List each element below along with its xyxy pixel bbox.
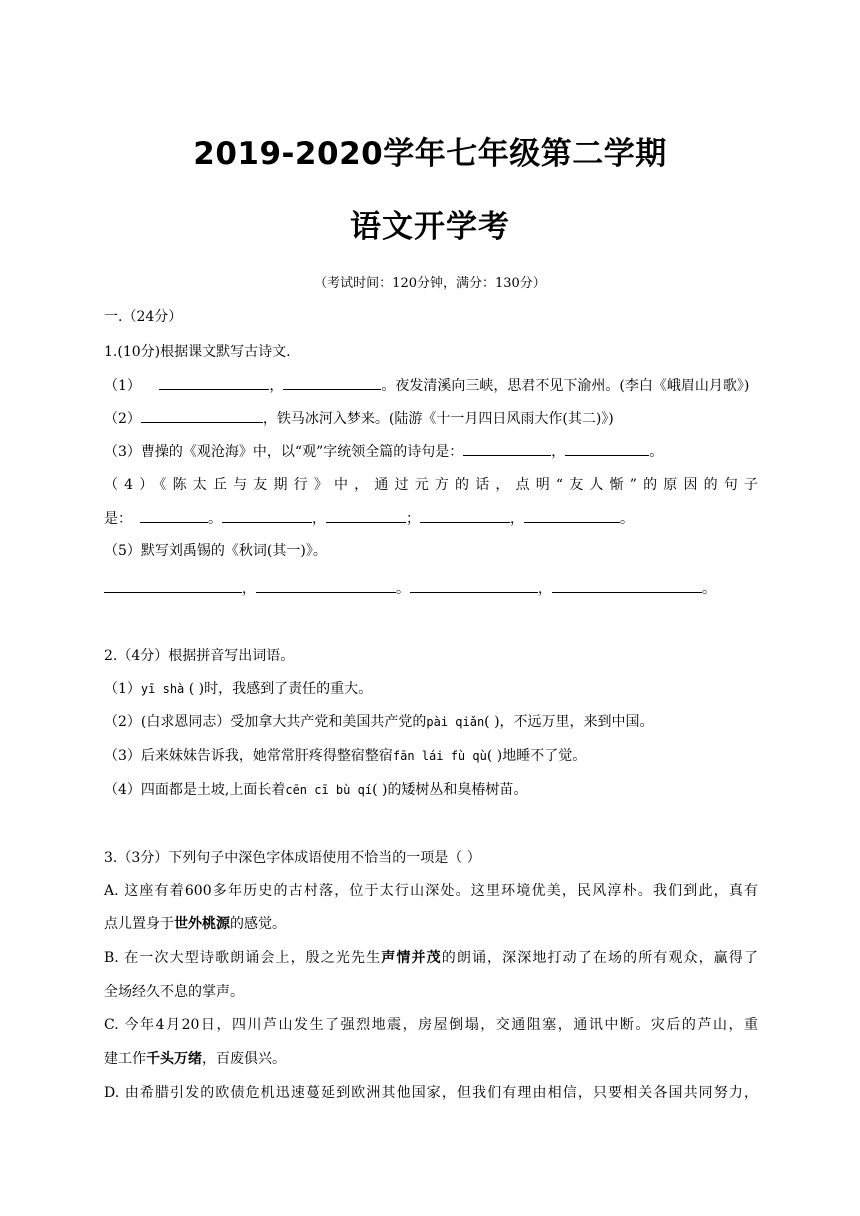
pinyin: fān lái fù qù xyxy=(392,749,487,763)
q2-item3 xyxy=(104,746,586,766)
q1-part5: （5）默写刘禹锡的《秋词(其一)》。 xyxy=(104,543,327,559)
blank[interactable] xyxy=(141,408,263,423)
blank[interactable] xyxy=(326,508,406,523)
q2-item2 xyxy=(104,712,654,732)
q1-part1 xyxy=(104,375,749,396)
answer-parens[interactable]: ( ) xyxy=(188,681,205,697)
idiom-bold: 声情并茂 xyxy=(381,950,442,966)
blank[interactable] xyxy=(463,441,551,456)
q3-option-c-line2 xyxy=(104,1049,286,1069)
q1-part1-comma: ， xyxy=(269,378,284,394)
text: 的朗诵，深深地打动了在场的所有观众，赢得了 xyxy=(441,950,759,966)
section-heading: 一.（24分） xyxy=(104,309,183,325)
q2-item2-post: ，不远万里，来到中国。 xyxy=(499,714,654,730)
blank[interactable] xyxy=(410,578,538,593)
answer-parens[interactable]: ( ) xyxy=(372,782,388,798)
punct: ， xyxy=(538,581,552,597)
blank[interactable] xyxy=(524,508,620,523)
q3-option-a-line1: A. 这座有着600多年历史的古村落，位于太行山深处。这里环境优美，民风淳朴。我们到此，真有 xyxy=(104,883,758,899)
blank[interactable] xyxy=(104,578,242,593)
q3-option-d-line1: D. 由希腊引发的欧债危机迅速蔓延到欧洲其他国家，但我们有理由相信，只要相关各国共同努力， xyxy=(104,1085,758,1101)
punct: 。 xyxy=(620,511,634,527)
q1-part3-end: 。 xyxy=(649,444,664,460)
q2-item4-text: （4）四面都是土坡,上面长着 xyxy=(104,782,286,798)
q2-item4-post: 的矮树丛和臭椿树苗。 xyxy=(387,782,528,798)
text: B. 在一次大型诗歌朗诵会上，殷之光先生 xyxy=(104,950,382,966)
q1-part4-line2 xyxy=(104,508,634,529)
q2-item3-text: （3）后来妹妹告诉我，她常常肝疼得整宿整宿 xyxy=(104,748,393,764)
pinyin: cēn cī bù qí xyxy=(285,783,373,797)
q2-item4 xyxy=(104,780,527,800)
q1-part2-label: （2） xyxy=(104,411,141,427)
blank[interactable] xyxy=(140,508,208,523)
q1-part1-label: （1） xyxy=(104,378,141,394)
punct: 。 xyxy=(702,581,716,597)
q2-item1-text: 时，我感到了责任的重大。 xyxy=(204,681,373,697)
punct: 。 xyxy=(208,511,222,527)
q1-part1-text: 。夜发清溪向三峡，思君不见下渝州。(李白《峨眉山月歌》) xyxy=(381,378,750,394)
exam-title: 2019-2020学年七年级第二学期 xyxy=(193,136,667,172)
blank[interactable] xyxy=(256,578,396,593)
text: 建工作 xyxy=(104,1051,146,1067)
q1-part3-text: （3）曹操的《观沧海》中，以“观”字统领全篇的诗句是： xyxy=(104,444,464,460)
punct: ， xyxy=(242,581,256,597)
q1-part4-line1: （4）《陈太丘与友期行》中，通过元方的话，点明“友人惭”的原因的句子 xyxy=(104,477,758,493)
exam-info: （考试时间：120分钟，满分：130分） xyxy=(314,276,546,291)
blank[interactable] xyxy=(283,375,381,390)
q1-part4-prefix: 是： xyxy=(104,511,132,527)
q3-option-a-line2 xyxy=(104,914,286,934)
blank[interactable] xyxy=(420,508,510,523)
q3-option-c-line1: C. 今年4月20日，四川芦山发生了强烈地震，房屋倒塌，交通阻塞，通讯中断。灾后的芦山，重 xyxy=(104,1017,758,1033)
blank[interactable] xyxy=(552,578,702,593)
q1-part3 xyxy=(104,441,663,462)
text: ，百废俱兴。 xyxy=(202,1051,286,1067)
blank[interactable] xyxy=(222,508,312,523)
text: 的感觉。 xyxy=(230,916,286,932)
punct: ， xyxy=(510,511,524,527)
q1-part2-text: ，铁马冰河入梦来。(陆游《十一月四日风雨大作(其二)》) xyxy=(262,411,614,427)
punct: 。 xyxy=(396,581,410,597)
punct: ， xyxy=(312,511,326,527)
q2-item1-label: （1） xyxy=(104,681,141,697)
q2-item2-text: （2）(白求恩同志）受加拿大共产党和美国共产党的 xyxy=(104,714,427,730)
q3-option-b-line1 xyxy=(104,948,758,968)
punct: ； xyxy=(406,511,420,527)
answer-parens[interactable]: ( ) xyxy=(484,714,500,730)
text: 点儿置身于 xyxy=(104,916,174,932)
pinyin: pài qiǎn xyxy=(426,715,485,729)
q3-stem: 3.（3分）下列句子中深色字体成语使用不恰当的一项是（ ） xyxy=(104,850,481,866)
q2-stem: 2.（4分）根据拼音写出词语。 xyxy=(104,648,295,664)
idiom-bold: 世外桃源 xyxy=(174,916,230,932)
q1-part5-blanks xyxy=(104,578,716,599)
pinyin: yī shà xyxy=(140,682,185,696)
q2-item1 xyxy=(104,679,372,699)
q1-part3-comma: ， xyxy=(551,444,566,460)
answer-parens[interactable]: ( ) xyxy=(486,748,503,764)
idiom-bold: 千头万绪 xyxy=(146,1051,202,1067)
q3-option-b-line2: 全场经久不息的掌声。 xyxy=(104,984,244,1000)
blank[interactable] xyxy=(565,441,649,456)
q2-item3-post: 地睡不了觉。 xyxy=(502,748,587,764)
q1-stem: 1.(10分)根据课文默写古诗文. xyxy=(104,344,291,360)
q1-part2 xyxy=(104,408,614,429)
blank[interactable] xyxy=(159,375,269,390)
exam-subtitle: 语文开学考 xyxy=(350,209,510,245)
